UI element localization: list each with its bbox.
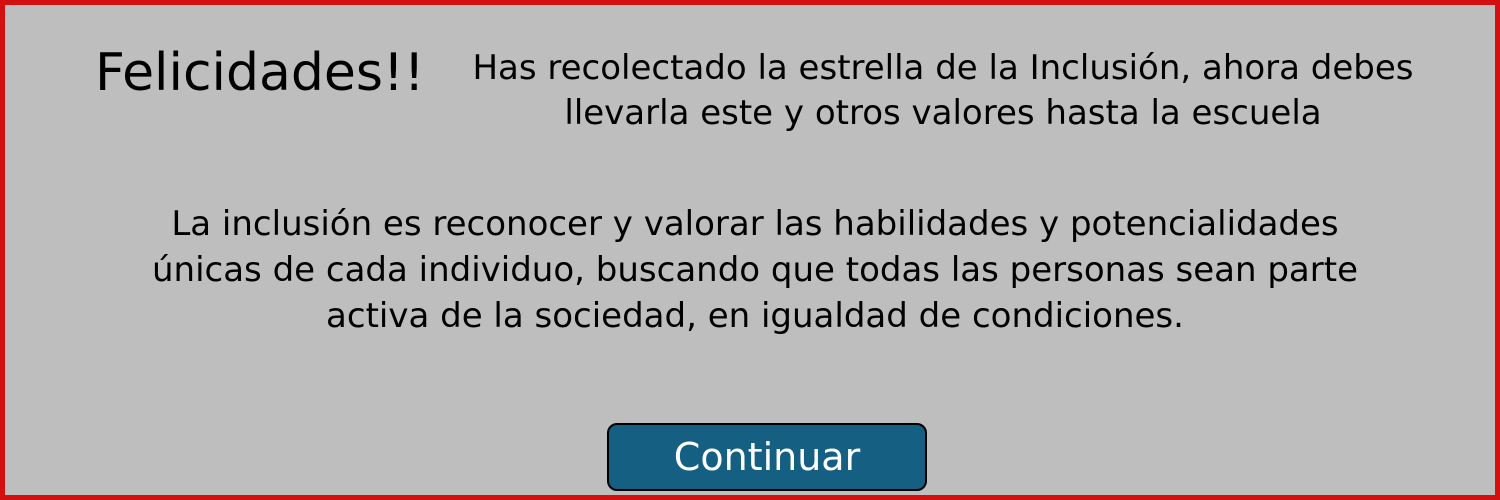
continue-button[interactable]: Continuar [607,423,927,491]
dialog-title: Felicidades!! [95,43,425,103]
dialog-description: La inclusión es reconocer y valorar las habilidades y potencialidades únicas de cada individuo, buscando que todas las personas sean parte activa de la sociedad, en igualdad de condiciones. [151,204,1358,336]
dialog-subtitle: Has recolectado la estrella de la Inclusión, ahora debes llevarla este y otros valores hasta la escuela [472,48,1414,133]
